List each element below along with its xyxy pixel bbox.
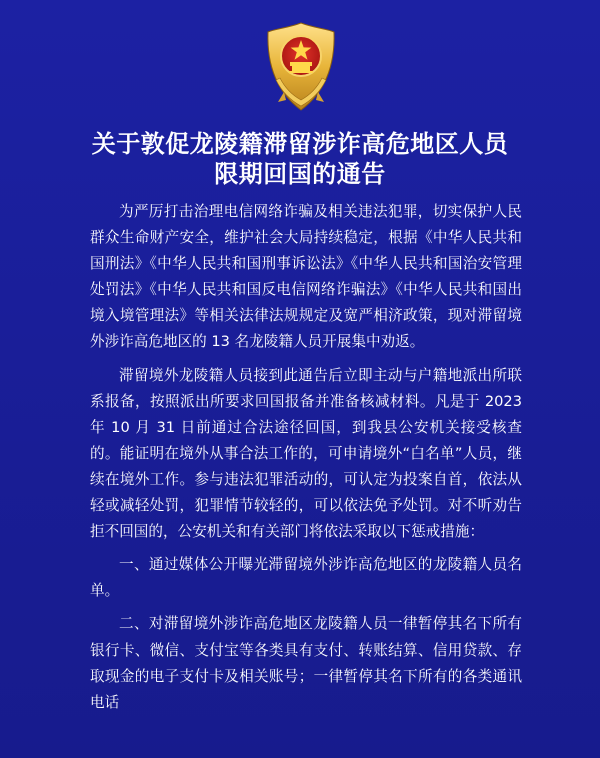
paragraph-measure-2: 二、对滞留境外涉诈高危地区龙陵籍人员一律暂停其名下所有银行卡、微信、支付宝等各类具有支付、转账结算、信用贷款、存取现金的电子支付卡及相关账号；一律暂停其名下所有的各类通讯电话 bbox=[90, 615, 522, 711]
paragraph-requirements: 滞留境外龙陵籍人员接到此通告后立即主动与户籍地派出所联系报备，按照派出所要求回国报备并准备核减材料。凡是于 2023 年 10 月 31 日前通过合法途径回国，到我县公安机关接受核查的。能证明在境外从事合法工作的，可申请境外“白名单”人员，继续在境外工作。参与违法犯罪活动的，可认定为投案自首，依法从轻或减轻处罚，犯罪情节较轻的，可以依法免予处罚。对不听劝告拒不回国的，公安机关和有关部门将依法采取以下惩戒措施： bbox=[90, 366, 522, 541]
police-emblem-icon bbox=[262, 20, 340, 114]
notice-title-line-1: 关于敦促龙陵籍滞留涉诈高危地区人员 bbox=[91, 130, 509, 158]
notice-body bbox=[90, 199, 522, 716]
paragraph-intro: 为严厉打击治理电信网络诈骗及相关违法犯罪，切实保护人民群众生命财产安全，维护社会大局持续稳定，根据《中华人民共和国刑法》《中华人民共和国刑事诉讼法》《中华人民共和国治安管理处罚法》《中华人民共和国反电信网络诈骗法》《中华人民共和国出境入境管理法》等相关法律法规规定及宽严相济政策，现对滞留境外涉诈高危地区的 13 名龙陵籍人员开展集中劝返。 bbox=[90, 203, 522, 351]
paragraph-measure-1: 一、通过媒体公开曝光滞留境外涉诈高危地区的龙陵籍人员名单。 bbox=[90, 556, 522, 600]
notice-title-line-2: 限期回国的通告 bbox=[214, 160, 386, 188]
